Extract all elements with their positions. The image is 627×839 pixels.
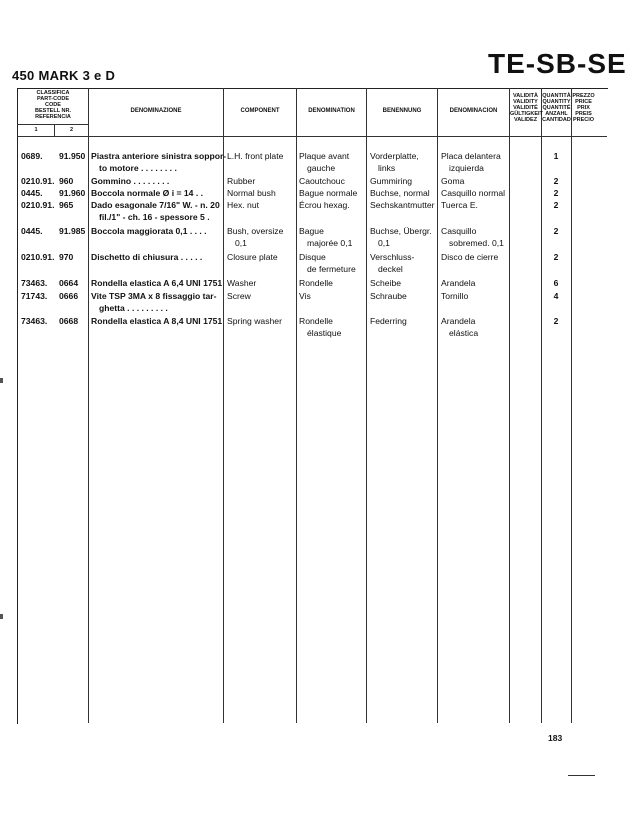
- model-title: 450 MARK 3 e D: [12, 68, 116, 83]
- desc-fr: de fermeture: [307, 264, 356, 274]
- desc-en: 0,1: [235, 238, 247, 248]
- header-benennung: BENENNUNG: [382, 108, 422, 114]
- desc-es: Arandela: [441, 316, 476, 326]
- header-classifica: CLASSIFICA PART-CODE CODE BESTELL NR. REFERENCIA: [35, 90, 71, 120]
- desc-es: Disco de cierre: [441, 252, 499, 262]
- part-code-2: 960: [59, 176, 74, 186]
- desc-it: Dado esagonale 7/16" W. - n. 20: [91, 200, 220, 210]
- desc-fr: Bague: [299, 226, 324, 236]
- desc-de: Vorderplatte,: [370, 151, 419, 161]
- part-code-2: 0664: [59, 278, 79, 288]
- desc-en: Normal bush: [227, 188, 276, 198]
- quantity: 2: [553, 316, 559, 326]
- header-sub1: 1: [34, 127, 38, 133]
- part-code-2: 970: [59, 252, 74, 262]
- part-code-2: 0666: [59, 291, 79, 301]
- desc-es: Casquillo: [441, 226, 477, 236]
- desc-de: Buchse, Übergr.: [370, 226, 432, 236]
- desc-it: fil./1" - ch. 16 - spessore 5 .: [99, 212, 210, 222]
- part-code-2: 91.950: [59, 151, 86, 161]
- desc-it: Boccola maggiorata 0,1 . . . .: [91, 226, 207, 236]
- header-denominacion: DENOMINACION: [449, 108, 498, 114]
- part-code-1: 0210.91.: [21, 176, 55, 186]
- desc-fr: Rondelle: [299, 278, 333, 288]
- quantity: 2: [553, 188, 559, 198]
- quantity: 6: [553, 278, 559, 288]
- header-quantita: QUANTITÀ QUANTITY QUANTITÉ ANZAHL CANTIDAD: [542, 93, 571, 123]
- desc-fr: Écrou hexag.: [299, 200, 350, 210]
- part-code-1: 0210.91.: [21, 252, 55, 262]
- desc-it: Dischetto di chiusura . . . . .: [91, 252, 203, 262]
- desc-fr: gauche: [307, 163, 336, 173]
- quantity: 2: [553, 200, 559, 210]
- header-bottom-line: [17, 136, 607, 137]
- footer-stroke: [568, 775, 595, 776]
- desc-en: Closure plate: [227, 252, 278, 262]
- desc-it: Rondella elastica A 6,4 UNI 1751: [91, 278, 223, 288]
- desc-de: Schraube: [370, 291, 407, 301]
- desc-en: Spring washer: [227, 316, 282, 326]
- binding-mark: [0, 378, 3, 383]
- desc-de: deckel: [378, 264, 403, 274]
- desc-fr: Plaque avant: [299, 151, 350, 161]
- part-code-2: 965: [59, 200, 74, 210]
- col-divider: [437, 88, 438, 723]
- desc-es: Tornillo: [441, 291, 469, 301]
- desc-en: Hex. nut: [227, 200, 260, 210]
- desc-it: Boccola normale Ø i = 14 . .: [91, 188, 203, 198]
- desc-fr: Vis: [299, 291, 311, 301]
- desc-de: Scheibe: [370, 278, 402, 288]
- desc-es: Arandela: [441, 278, 476, 288]
- desc-es: Placa delantera: [441, 151, 501, 161]
- col-divider: [509, 88, 510, 723]
- header-denomination: DENOMINATION: [308, 108, 355, 114]
- binding-mark: [0, 614, 3, 619]
- quantity: 1: [553, 151, 559, 161]
- header-prezzo: PREZZO PRICE PRIX PREIS PRECIO: [572, 93, 595, 123]
- desc-de: Buchse, normal: [370, 188, 430, 198]
- desc-fr: Disque: [299, 252, 326, 262]
- desc-de: Federring: [370, 316, 407, 326]
- desc-de: Gummiring: [370, 176, 413, 186]
- desc-es: Goma: [441, 176, 465, 186]
- desc-es: Casquillo normal: [441, 188, 506, 198]
- desc-it: Gommino . . . . . . . .: [91, 176, 170, 186]
- col-divider: [366, 88, 367, 723]
- desc-en: Washer: [227, 278, 257, 288]
- header-sub2: 2: [69, 127, 74, 133]
- desc-de: Sechskantmutter: [370, 200, 435, 210]
- part-code-1: 0689.: [21, 151, 43, 161]
- section-code: TE-SB-SE: [488, 48, 627, 79]
- desc-en: L.H. front plate: [227, 151, 284, 161]
- desc-it: Vite TSP 3MA x 8 fissaggio tar-: [91, 291, 217, 301]
- header-component: COMPONENT: [240, 108, 280, 114]
- desc-es: sobremed. 0,1: [449, 238, 504, 248]
- desc-fr: Bague normale: [299, 188, 358, 198]
- desc-it: Rondella elastica A 8,4 UNI 1751: [91, 316, 223, 326]
- part-code-2: 0668: [59, 316, 79, 326]
- part-code-1: 73463.: [21, 278, 48, 288]
- desc-fr: Caoutchouc: [299, 176, 345, 186]
- desc-es: izquierda: [449, 163, 484, 173]
- desc-fr: majorée 0,1: [307, 238, 353, 248]
- part-code-2: 91.960: [59, 188, 86, 198]
- quantity: 2: [553, 226, 559, 236]
- desc-it: Piastra anteriore sinistra soppor-: [91, 151, 227, 161]
- desc-en: Screw: [227, 291, 251, 301]
- part-code-1: 0445.: [21, 188, 43, 198]
- part-code-1: 73463.: [21, 316, 48, 326]
- col-divider: [88, 88, 89, 723]
- desc-en: Bush, oversize: [227, 226, 284, 236]
- quantity: 2: [553, 252, 559, 262]
- page-number: 183: [548, 733, 563, 743]
- col-divider: [571, 88, 572, 723]
- quantity: 4: [553, 291, 559, 301]
- header-validita: VALIDITÀ VALIDITY VALIDITÉ GÜLTIGKEIT VALIDEZ: [510, 93, 543, 123]
- desc-de: Verschluss-: [370, 252, 415, 262]
- col-divider: [296, 88, 297, 723]
- desc-fr: élastique: [307, 328, 342, 338]
- part-code-2: 91.985: [59, 226, 86, 236]
- subheader-line: [17, 124, 88, 125]
- desc-it: ghetta . . . . . . . . .: [99, 303, 168, 313]
- desc-fr: Rondelle: [299, 316, 333, 326]
- header-denominazione: DENOMINAZIONE: [130, 108, 182, 114]
- desc-en: Rubber: [227, 176, 256, 186]
- quantity: 2: [553, 176, 559, 186]
- part-code-1: 0445.: [21, 226, 43, 236]
- desc-de: 0,1: [378, 238, 390, 248]
- col-divider: [541, 88, 542, 723]
- col-divider: [223, 88, 224, 723]
- part-code-1: 71743.: [21, 291, 48, 301]
- part-code-1: 0210.91.: [21, 200, 55, 210]
- desc-es: elástica: [449, 328, 479, 338]
- desc-es: Tuerca E.: [441, 200, 478, 210]
- desc-it: to motore . . . . . . . .: [99, 163, 177, 173]
- desc-de: links: [378, 163, 396, 173]
